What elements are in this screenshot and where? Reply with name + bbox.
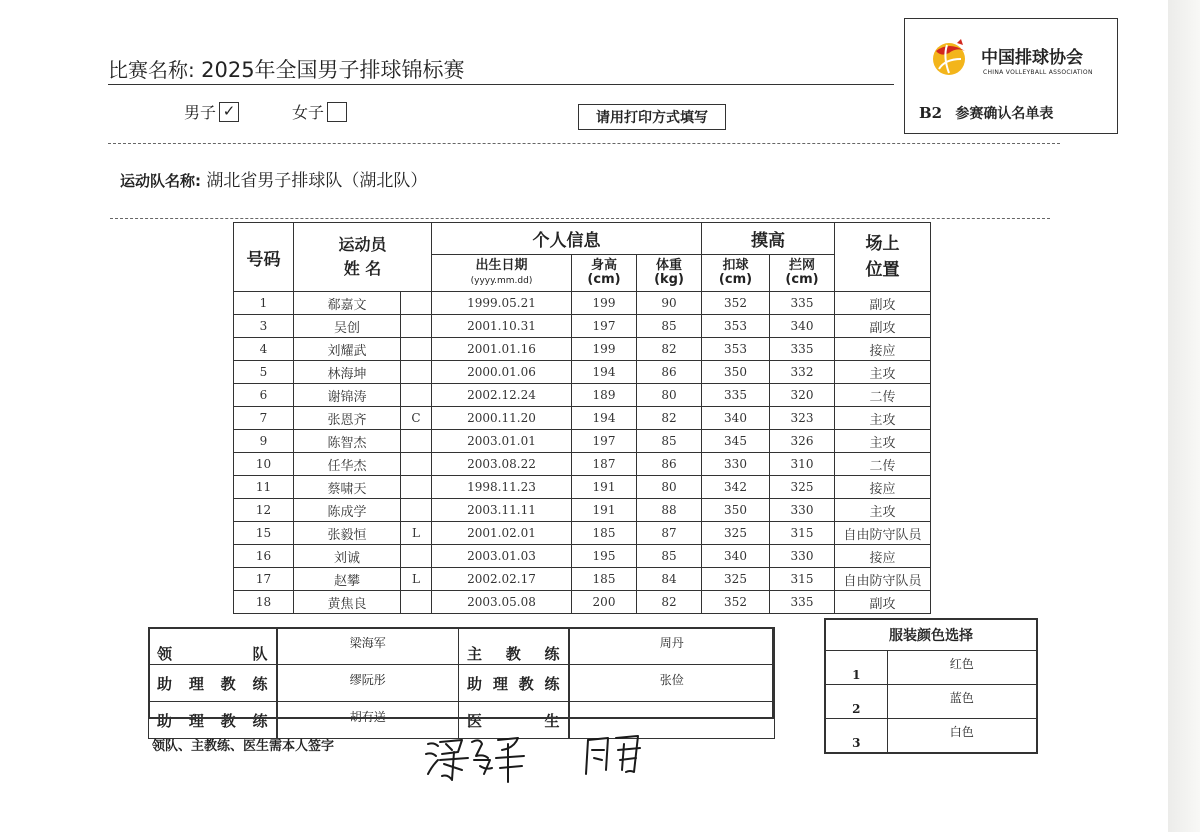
header-weight-unit: (kg): [654, 272, 684, 287]
player-name: 谢锦涛: [294, 384, 401, 407]
player-number: 4: [234, 338, 294, 361]
header-birth-date: [432, 255, 572, 292]
player-spike-reach: 340: [702, 407, 770, 430]
player-weight: 82: [637, 407, 702, 430]
player-block-reach: 315: [770, 568, 835, 591]
player-name: 林海坤: [294, 361, 401, 384]
roster-row: [234, 568, 931, 591]
header-number: 号码: [234, 223, 294, 292]
form-code: [919, 103, 1053, 123]
volleyball-logo-icon: [927, 37, 973, 77]
player-weight: 80: [637, 476, 702, 499]
header-birth-format: (yyyy.mm.dd): [470, 275, 533, 286]
leader-label: 领队: [149, 628, 277, 665]
player-role-mark: [401, 591, 432, 614]
player-birth-date: 2003.08.22: [432, 453, 572, 476]
header-athlete-line2: 姓 名: [343, 259, 382, 278]
player-position: 二传: [835, 384, 931, 407]
player-birth-date: 2003.01.03: [432, 545, 572, 568]
player-position: 接应: [835, 338, 931, 361]
player-block-reach: 323: [770, 407, 835, 430]
player-role-mark: [401, 338, 432, 361]
player-block-reach: 330: [770, 499, 835, 522]
uniform-color-1: 红色: [887, 651, 1037, 685]
roster-row: [234, 476, 931, 499]
assistant-coach-label-3: 助理教练: [149, 702, 277, 739]
player-spike-reach: 340: [702, 545, 770, 568]
uniform-title: 服装颜色选择: [825, 619, 1037, 651]
roster-row: [234, 591, 931, 614]
player-block-reach: 315: [770, 522, 835, 545]
player-number: 16: [234, 545, 294, 568]
male-option[interactable]: [184, 100, 239, 123]
player-spike-reach: 352: [702, 591, 770, 614]
player-block-reach: 335: [770, 292, 835, 315]
player-birth-date: 2002.12.24: [432, 384, 572, 407]
uniform-color-3: 白色: [887, 719, 1037, 754]
player-weight: 87: [637, 522, 702, 545]
player-block-reach: 325: [770, 476, 835, 499]
leader-signature: [422, 730, 532, 786]
female-checkbox[interactable]: [327, 102, 347, 122]
player-number: 17: [234, 568, 294, 591]
player-height: 197: [572, 315, 637, 338]
match-label: 比赛名称:: [108, 58, 195, 82]
player-name: 张恩齐: [294, 407, 401, 430]
header-weight: [637, 255, 702, 292]
dashed-divider: [110, 218, 1050, 219]
uniform-color-table: [824, 618, 1038, 754]
player-weight: 86: [637, 453, 702, 476]
player-weight: 82: [637, 338, 702, 361]
player-spike-reach: 353: [702, 338, 770, 361]
assistant-coach-label-1: 助理教练: [149, 665, 277, 702]
header-spike: [702, 255, 770, 292]
team-name: 湖北省男子排球队（湖北队）: [206, 171, 428, 191]
player-name: 郗嘉文: [294, 292, 401, 315]
player-position: 自由防守队员: [835, 522, 931, 545]
roster-row: [234, 292, 931, 315]
header-position: [835, 223, 931, 292]
player-name: 刘诚: [294, 545, 401, 568]
player-height: 187: [572, 453, 637, 476]
player-spike-reach: 325: [702, 568, 770, 591]
uniform-index-2: 2: [825, 685, 887, 719]
uniform-index-1: 1: [825, 651, 887, 685]
uniform-color-2: 蓝色: [887, 685, 1037, 719]
form-code-number: B2: [919, 104, 943, 122]
player-height: 194: [572, 361, 637, 384]
player-role-mark: [401, 453, 432, 476]
team-name-row: [120, 166, 427, 191]
male-checkbox[interactable]: ✓: [219, 102, 239, 122]
header-position-line1: 场上: [865, 234, 900, 254]
player-height: 199: [572, 338, 637, 361]
player-name: 张毅恒: [294, 522, 401, 545]
player-birth-date: 2003.05.08: [432, 591, 572, 614]
player-name: 任华杰: [294, 453, 401, 476]
form-title: 参赛确认名单表: [955, 106, 1054, 122]
player-position: 主攻: [835, 361, 931, 384]
player-spike-reach: 350: [702, 499, 770, 522]
player-block-reach: 335: [770, 591, 835, 614]
player-number: 10: [234, 453, 294, 476]
roster-row: [234, 430, 931, 453]
header-height: [572, 255, 637, 292]
player-name: 黄焦良: [294, 591, 401, 614]
head-coach-name: 周丹: [569, 628, 775, 665]
player-height: 185: [572, 522, 637, 545]
player-block-reach: 332: [770, 361, 835, 384]
player-number: 12: [234, 499, 294, 522]
player-weight: 80: [637, 384, 702, 407]
match-title: [108, 54, 465, 84]
player-block-reach: 326: [770, 430, 835, 453]
roster-row: [234, 384, 931, 407]
header-spike-unit: (cm): [718, 272, 753, 287]
player-spike-reach: 342: [702, 476, 770, 499]
player-role-mark: [401, 430, 432, 453]
player-spike-reach: 330: [702, 453, 770, 476]
print-instruction: 请用打印方式填写: [578, 104, 726, 130]
header-spike-label: 扣球: [722, 258, 749, 273]
header-weight-label: 体重: [655, 258, 682, 273]
player-number: 18: [234, 591, 294, 614]
roster-table: [233, 222, 931, 614]
scan-edge: [1168, 0, 1200, 832]
header-birth-label: 出生日期: [475, 257, 528, 273]
roster-row: [234, 453, 931, 476]
leader-name: 梁海军: [277, 628, 459, 665]
player-number: 15: [234, 522, 294, 545]
staff-table: [148, 627, 775, 739]
player-block-reach: 320: [770, 384, 835, 407]
player-spike-reach: 325: [702, 522, 770, 545]
player-number: 5: [234, 361, 294, 384]
player-position: 副攻: [835, 591, 931, 614]
male-label: 男子: [184, 103, 217, 122]
player-position: 主攻: [835, 499, 931, 522]
assistant-coach-name-3: 胡有送: [277, 702, 459, 739]
assistant-coach-name-1: 缪阮彤: [277, 665, 459, 702]
coach-signature: [582, 730, 648, 782]
association-header-box: [904, 18, 1118, 134]
association-name-en: CHINA VOLLEYBALL ASSOCIATION: [983, 69, 1093, 76]
player-height: 185: [572, 568, 637, 591]
roster-row: [234, 338, 931, 361]
player-birth-date: 2001.01.16: [432, 338, 572, 361]
player-name: 吴创: [294, 315, 401, 338]
female-option[interactable]: [292, 100, 347, 123]
player-birth-date: 2003.01.01: [432, 430, 572, 453]
player-number: 7: [234, 407, 294, 430]
player-role-mark: [401, 499, 432, 522]
player-position: 主攻: [835, 430, 931, 453]
player-birth-date: 2003.11.11: [432, 499, 572, 522]
player-position: 接应: [835, 545, 931, 568]
roster-row: [234, 315, 931, 338]
header-reach: 摸高: [702, 223, 835, 255]
player-weight: 90: [637, 292, 702, 315]
player-block-reach: 340: [770, 315, 835, 338]
player-birth-date: 2001.02.01: [432, 522, 572, 545]
match-name: 2025年全国男子排球锦标赛: [201, 58, 465, 82]
player-height: 197: [572, 430, 637, 453]
header-height-label: 身高: [590, 258, 617, 273]
player-spike-reach: 335: [702, 384, 770, 407]
player-name: 赵攀: [294, 568, 401, 591]
player-height: 191: [572, 499, 637, 522]
player-weight: 88: [637, 499, 702, 522]
signature-note: 领队、主教练、医生需本人签字: [152, 739, 335, 754]
player-role-mark: [401, 361, 432, 384]
player-name: 刘耀武: [294, 338, 401, 361]
assistant-coach-label-2: 助理教练: [459, 665, 569, 702]
header-position-line2: 位置: [865, 260, 900, 280]
team-label: 运动队名称:: [120, 172, 201, 190]
female-label: 女子: [292, 103, 325, 122]
player-height: 191: [572, 476, 637, 499]
player-height: 194: [572, 407, 637, 430]
player-role-mark: L: [401, 522, 432, 545]
match-underline: [108, 84, 894, 85]
player-spike-reach: 350: [702, 361, 770, 384]
header-athlete: [294, 223, 432, 292]
player-name: 陈智杰: [294, 430, 401, 453]
player-height: 199: [572, 292, 637, 315]
dashed-divider: [108, 143, 1060, 144]
player-role-mark: [401, 292, 432, 315]
roster-row: [234, 361, 931, 384]
player-position: 二传: [835, 453, 931, 476]
player-weight: 84: [637, 568, 702, 591]
player-birth-date: 1999.05.21: [432, 292, 572, 315]
player-spike-reach: 352: [702, 292, 770, 315]
player-position: 副攻: [835, 315, 931, 338]
player-birth-date: 2000.11.20: [432, 407, 572, 430]
association-name-cn: 中国排球协会: [981, 48, 1083, 68]
player-spike-reach: 345: [702, 430, 770, 453]
player-position: 自由防守队员: [835, 568, 931, 591]
player-height: 195: [572, 545, 637, 568]
player-number: 6: [234, 384, 294, 407]
player-position: 主攻: [835, 407, 931, 430]
player-height: 200: [572, 591, 637, 614]
header-block-label: 拦网: [788, 258, 815, 273]
player-height: 189: [572, 384, 637, 407]
player-weight: 82: [637, 591, 702, 614]
player-birth-date: 2001.10.31: [432, 315, 572, 338]
roster-row: [234, 522, 931, 545]
roster-row: [234, 499, 931, 522]
player-birth-date: 2002.02.17: [432, 568, 572, 591]
header-personal-info: 个人信息: [432, 223, 702, 255]
player-name: 陈成学: [294, 499, 401, 522]
player-block-reach: 335: [770, 338, 835, 361]
player-number: 11: [234, 476, 294, 499]
roster-body: [234, 292, 931, 614]
uniform-index-3: 3: [825, 719, 887, 754]
player-role-mark: L: [401, 568, 432, 591]
player-number: 1: [234, 292, 294, 315]
header-height-unit: (cm): [587, 272, 621, 287]
player-weight: 85: [637, 430, 702, 453]
player-role-mark: [401, 315, 432, 338]
doctor-label: 医生: [459, 702, 569, 739]
player-role-mark: [401, 384, 432, 407]
player-weight: 85: [637, 545, 702, 568]
player-role-mark: C: [401, 407, 432, 430]
player-block-reach: 310: [770, 453, 835, 476]
header-athlete-line1: 运动员: [338, 235, 387, 254]
player-name: 蔡啸天: [294, 476, 401, 499]
roster-row: [234, 407, 931, 430]
player-birth-date: 1998.11.23: [432, 476, 572, 499]
player-role-mark: [401, 545, 432, 568]
player-weight: 85: [637, 315, 702, 338]
player-number: 9: [234, 430, 294, 453]
player-spike-reach: 353: [702, 315, 770, 338]
header-block-unit: (cm): [785, 272, 819, 287]
roster-row: [234, 545, 931, 568]
assistant-coach-name-2: 张俭: [569, 665, 775, 702]
player-number: 3: [234, 315, 294, 338]
player-block-reach: 330: [770, 545, 835, 568]
player-position: 副攻: [835, 292, 931, 315]
player-birth-date: 2000.01.06: [432, 361, 572, 384]
player-weight: 86: [637, 361, 702, 384]
player-position: 接应: [835, 476, 931, 499]
player-role-mark: [401, 476, 432, 499]
header-block: [770, 255, 835, 292]
head-coach-label: 主教练: [459, 628, 569, 665]
